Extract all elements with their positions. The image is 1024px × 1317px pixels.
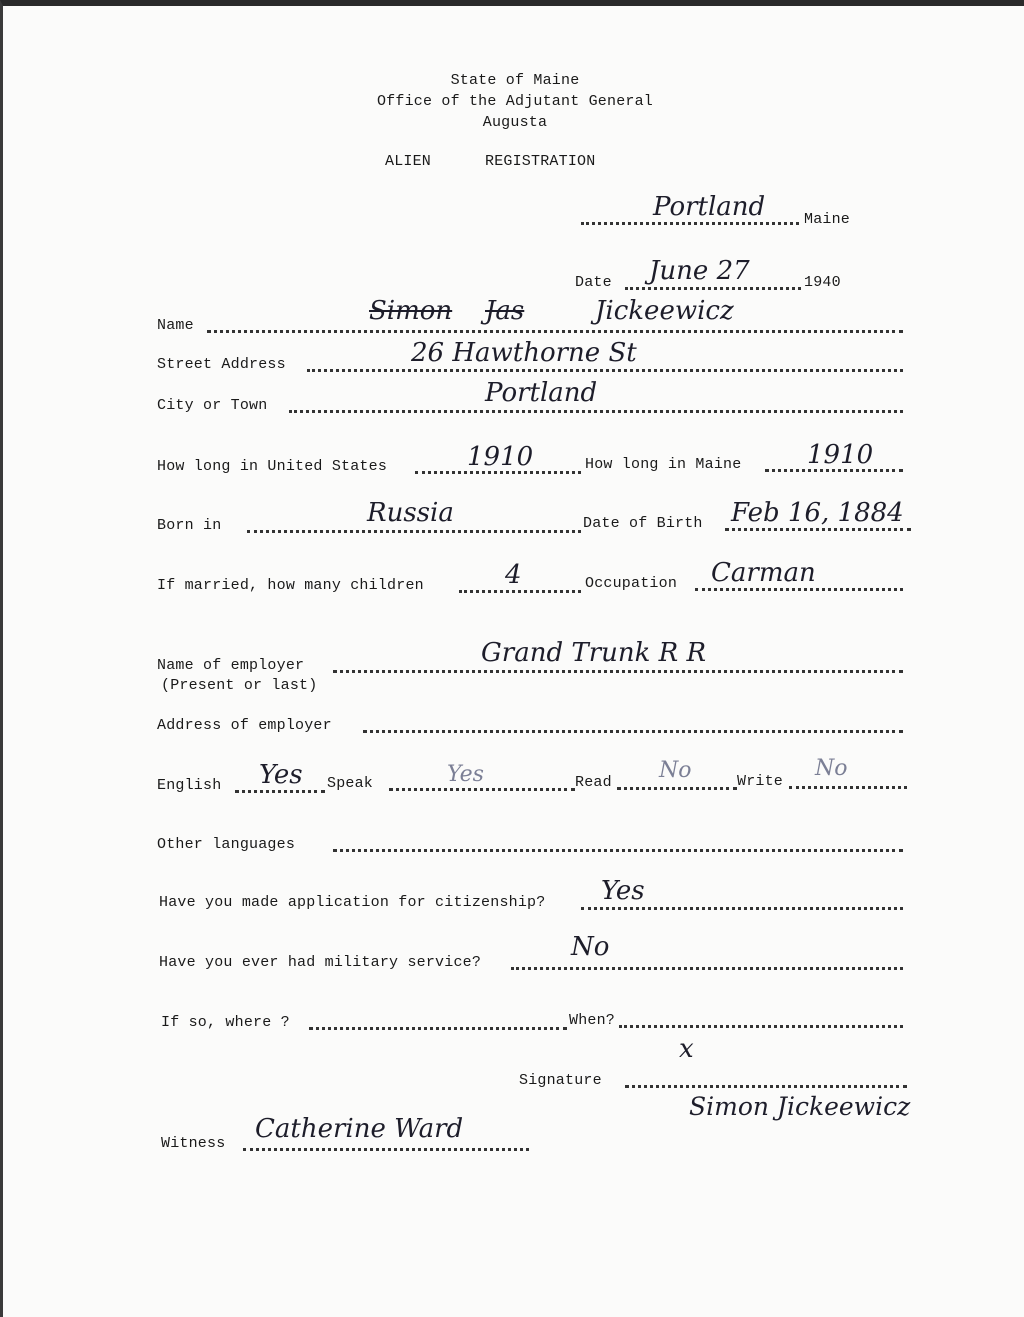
us-time-label: How long in United States bbox=[157, 458, 388, 475]
employer-value: Grand Trunk R R bbox=[481, 638, 707, 668]
name-last: Jickeewicz bbox=[595, 296, 734, 326]
other-languages-label: Other languages bbox=[157, 836, 296, 853]
write-leader bbox=[789, 786, 907, 789]
employer-sublabel: (Present or last) bbox=[161, 677, 318, 694]
signature-leader bbox=[625, 1085, 907, 1088]
citizenship-leader bbox=[581, 907, 903, 910]
us-time-value: 1910 bbox=[467, 442, 534, 472]
employer-label: Name of employer bbox=[157, 657, 305, 674]
signature-mark: x bbox=[679, 1034, 694, 1064]
children-label: If married, how many children bbox=[157, 577, 424, 594]
title-alien: ALIEN bbox=[385, 153, 432, 170]
born-label: Born in bbox=[157, 517, 222, 534]
signature-label: Signature bbox=[519, 1072, 602, 1089]
place-leader bbox=[581, 222, 799, 225]
date-label: Date bbox=[575, 274, 612, 291]
write-label: Write bbox=[737, 773, 784, 790]
name-struck: Jas bbox=[485, 296, 525, 326]
dob-leader bbox=[725, 528, 911, 531]
citizenship-label: Have you made application for citizenship? bbox=[159, 894, 546, 911]
employer-address-leader bbox=[363, 730, 903, 733]
maine-time-label: How long in Maine bbox=[585, 456, 742, 473]
read-label: Read bbox=[575, 774, 612, 791]
other-languages-leader bbox=[333, 849, 903, 852]
maine-time-value: 1910 bbox=[807, 440, 874, 470]
employer-address-label: Address of employer bbox=[157, 717, 332, 734]
witness-leader bbox=[243, 1148, 529, 1151]
english-value: Yes bbox=[259, 760, 303, 790]
street-label: Street Address bbox=[157, 356, 286, 373]
signature-name: Simon Jickeewicz bbox=[689, 1092, 911, 1121]
dob-label: Date of Birth bbox=[583, 515, 703, 532]
children-value: 4 bbox=[505, 560, 522, 590]
born-value: Russia bbox=[367, 498, 454, 528]
street-leader bbox=[307, 369, 903, 372]
date-leader bbox=[625, 287, 801, 290]
title-registration: REGISTRATION bbox=[485, 153, 596, 170]
speak-label: Speak bbox=[327, 775, 374, 792]
where-label: If so, where ? bbox=[161, 1014, 290, 1031]
english-label: English bbox=[157, 777, 222, 794]
name-label: Name bbox=[157, 317, 194, 334]
occupation-leader bbox=[695, 588, 903, 591]
military-label: Have you ever had military service? bbox=[159, 954, 482, 971]
place-value: Portland bbox=[653, 192, 766, 222]
city-leader bbox=[289, 410, 903, 413]
children-leader bbox=[459, 590, 581, 593]
speak-leader bbox=[389, 788, 575, 791]
military-value: No bbox=[571, 932, 610, 962]
born-leader bbox=[247, 530, 581, 533]
english-leader bbox=[235, 790, 325, 793]
where-leader bbox=[309, 1027, 567, 1030]
name-leader bbox=[207, 330, 903, 333]
header-state: State of Maine bbox=[450, 72, 580, 89]
city-label: City or Town bbox=[157, 397, 268, 414]
occupation-label: Occupation bbox=[585, 575, 678, 592]
occupation-value: Carman bbox=[711, 558, 816, 588]
citizenship-value: Yes bbox=[601, 876, 645, 906]
speak-value: Yes bbox=[447, 762, 484, 787]
write-value: No bbox=[815, 756, 848, 781]
city-value: Portland bbox=[485, 378, 598, 408]
employer-leader bbox=[333, 670, 903, 673]
header-office: Office of the Adjutant General bbox=[376, 93, 654, 110]
date-year: 1940 bbox=[804, 274, 841, 291]
when-leader bbox=[619, 1025, 903, 1028]
read-value: No bbox=[659, 758, 692, 783]
witness-label: Witness bbox=[161, 1135, 226, 1152]
place-suffix: Maine bbox=[804, 211, 851, 228]
name-first: Simon bbox=[369, 296, 453, 326]
dob-value: Feb 16, 1884 bbox=[731, 498, 904, 528]
witness-value: Catherine Ward bbox=[255, 1114, 464, 1144]
header-city: Augusta bbox=[482, 114, 548, 131]
military-leader bbox=[511, 967, 903, 970]
street-value: 26 Hawthorne St bbox=[411, 338, 637, 368]
when-label: When? bbox=[569, 1012, 616, 1029]
read-leader bbox=[617, 787, 737, 790]
date-value: June 27 bbox=[649, 256, 750, 286]
